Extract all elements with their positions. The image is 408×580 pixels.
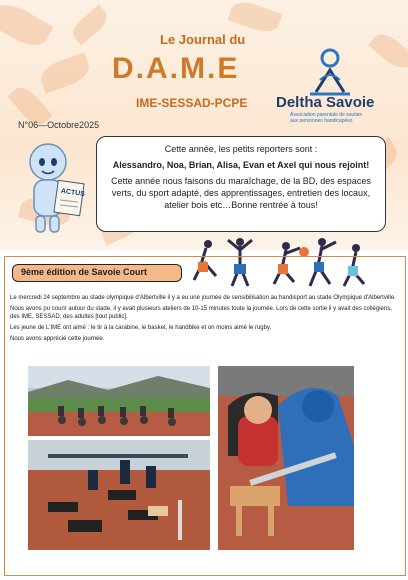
article-paragraph: Nous avons pu courir autour du stade, il y avait plusieurs ateliers de 10-15 minutes toute la journée. Lors de cette sortie il y avait des collégiens, des IME, SESSAD, des adultes [tout public]. xyxy=(10,306,392,320)
rifle-closeup-photo xyxy=(218,366,354,550)
intro-speech-bubble xyxy=(96,136,386,232)
journal-title: D.A.M.E xyxy=(112,52,240,85)
leaf-decoration xyxy=(37,52,93,94)
journal-subtitle: IME-SESSAD-PCPE xyxy=(136,96,248,110)
activities-text: Cette année nous faisons du maraîchage, de la BD, des espaces verts, du sport adapté, des apprentissages, entretien des locaux, atelier bois etc…Bonne rentrée à tous! xyxy=(111,176,371,210)
shooting-activity-photo xyxy=(28,440,210,550)
reporter-mascot-icon xyxy=(18,140,98,240)
leaf-decoration xyxy=(68,4,111,45)
intro-line: Cette année, les petits reporters sont : xyxy=(164,144,318,154)
issue-number: N°06—Octobre2025 xyxy=(18,120,100,130)
reporter-names: Alessandro, Noa, Brian, Alisa, Evan et Axel qui nous rejoint! xyxy=(112,160,370,170)
logo-tagline: Association parentale de soutien aux personnes handicapées xyxy=(290,112,363,124)
leaf-decoration xyxy=(0,0,53,53)
article-paragraph: Les jeune de L'IME ont aimé : le tir à la carabine, le basket, le handbike et on moins aimé le rugby. xyxy=(10,325,272,331)
article-body xyxy=(10,294,400,346)
journal-label: Le Journal du xyxy=(160,32,246,47)
article-paragraph: Nous avons apprécié cette journée. xyxy=(10,336,105,342)
article-title: 9ème édition de Savoie Court xyxy=(12,264,182,282)
mascot-badge: ACTUS xyxy=(60,187,86,199)
logo-name: Deltha Savoie xyxy=(276,94,375,111)
stadium-photo xyxy=(28,366,210,436)
article-paragraph: Le mercredi 24 septembre au stade olympique d'Albertville il y a eu une journée de sensibilisation au handisport au stade Olympique d'Albertville. xyxy=(10,295,396,301)
